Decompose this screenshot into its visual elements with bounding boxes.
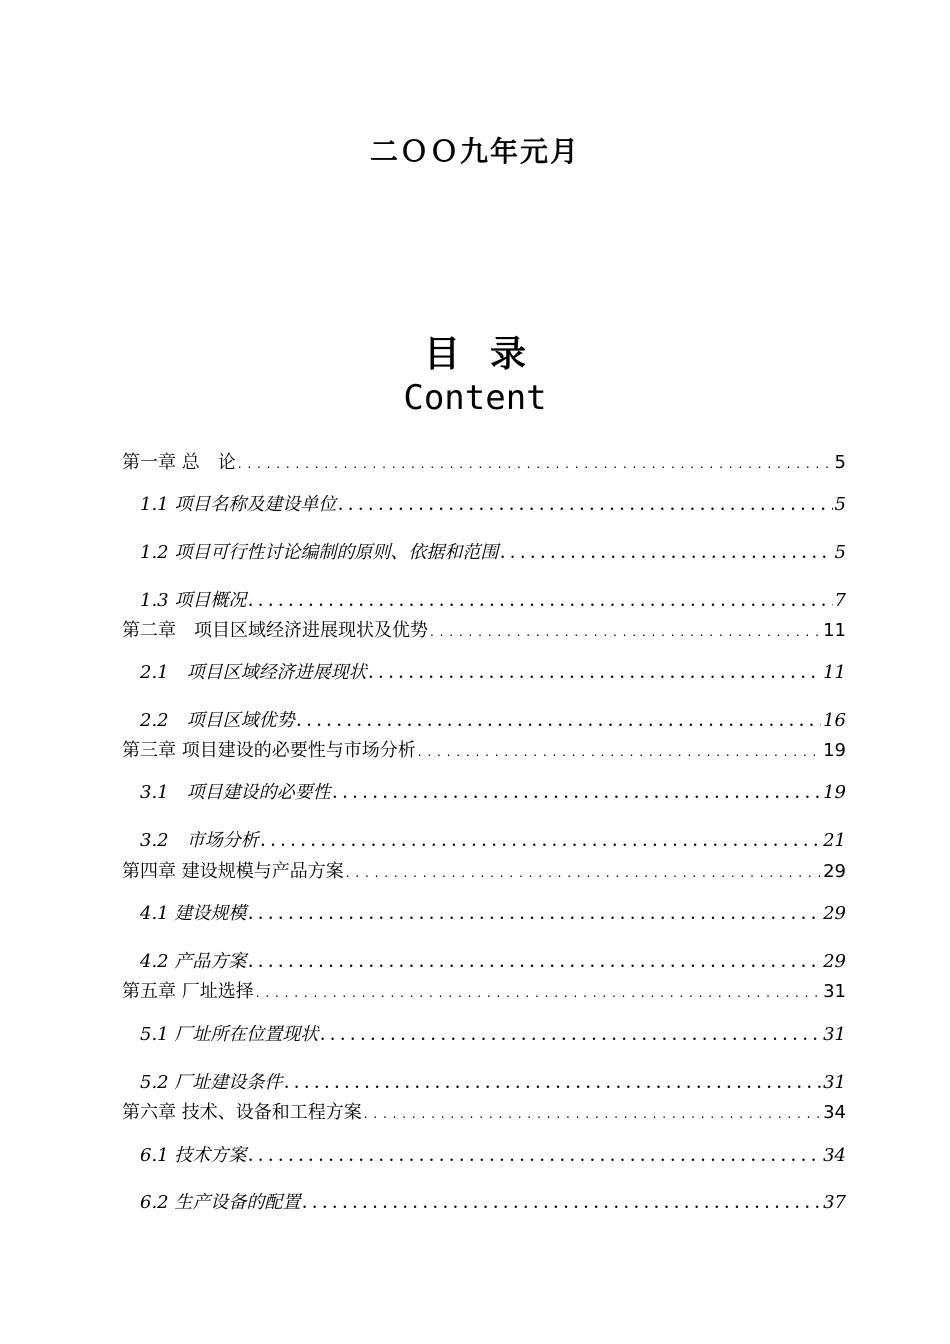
dot-leader — [346, 861, 821, 882]
dot-leader — [284, 1072, 821, 1093]
toc-chapter-6[interactable] — [122, 1098, 846, 1124]
dot-leader — [248, 1145, 821, 1166]
toc-page-number: 21 — [823, 830, 846, 851]
toc-entry-text: 5.1 厂址所在位置现状 — [140, 1024, 319, 1045]
toc-page-number: 5 — [834, 452, 846, 473]
toc-section-1-3[interactable] — [140, 586, 846, 612]
dot-leader — [369, 662, 821, 683]
toc-page-number: 37 — [823, 1192, 846, 1213]
toc-section-3-1[interactable] — [140, 778, 846, 804]
dot-leader — [430, 620, 821, 641]
toc-subtitle: Content — [403, 378, 547, 418]
toc-entry-text: 1.2 项目可行性讨论编制的原则、依据和范围 — [140, 542, 499, 563]
toc-page-number: 29 — [823, 903, 846, 924]
toc-chapter-3[interactable] — [122, 736, 846, 762]
toc-chapter-5[interactable] — [122, 977, 846, 1003]
toc-section-4-1[interactable] — [140, 899, 846, 925]
toc-section-5-1[interactable] — [140, 1020, 846, 1046]
toc-page-number: 19 — [823, 740, 846, 761]
toc-entry-text: 第一章 总 论 — [122, 452, 236, 473]
toc-page-number: 31 — [823, 1024, 846, 1045]
toc-entry-text: 第三章 项目建设的必要性与市场分析 — [122, 740, 416, 761]
toc-page-number: 29 — [823, 861, 846, 882]
toc-page-number: 31 — [823, 981, 846, 1002]
toc-page-number: 11 — [823, 620, 846, 641]
dot-leader — [261, 830, 821, 851]
toc-page-number: 19 — [823, 782, 846, 803]
toc-entry-text: 第六章 技术、设备和工程方案 — [122, 1102, 362, 1123]
toc-page-number: 5 — [834, 542, 846, 563]
toc-entry-text: 6.1 技术方案 — [140, 1145, 247, 1166]
toc-title: 目录 — [423, 334, 556, 375]
dot-leader — [364, 1102, 821, 1123]
toc-chapter-4[interactable] — [122, 857, 846, 883]
toc-entry-text: 5.2 厂址建设条件 — [140, 1072, 283, 1093]
toc-section-6-2[interactable] — [140, 1188, 846, 1214]
toc-entry-text: 1.3 项目概况 — [140, 590, 247, 611]
toc-entry-text: 1.1 项目名称及建设单位 — [140, 494, 337, 515]
toc-page-number: 31 — [823, 1072, 846, 1093]
toc-page-number: 7 — [834, 590, 846, 611]
toc-section-2-1[interactable] — [140, 658, 846, 684]
dot-leader — [238, 452, 833, 473]
dot-leader — [320, 1024, 821, 1045]
dot-leader — [256, 981, 821, 1002]
toc-entry-text: 第二章 项目区域经济进展现状及优势 — [122, 620, 428, 641]
toc-page-number: 34 — [823, 1145, 846, 1166]
toc-entry-text: 4.2 产品方案 — [140, 951, 247, 972]
toc-chapter-1[interactable] — [122, 448, 846, 474]
toc-section-3-2[interactable] — [140, 826, 846, 852]
toc-section-6-1[interactable] — [140, 1141, 846, 1167]
toc-section-1-2[interactable] — [140, 538, 846, 564]
toc-entry-text: 2.2 项目区域优势 — [140, 710, 295, 731]
toc-section-4-2[interactable] — [140, 947, 846, 973]
dot-leader — [297, 710, 821, 731]
dot-leader — [500, 542, 832, 563]
toc-section-1-1[interactable] — [140, 490, 846, 516]
toc-entry-text: 6.2 生产设备的配置 — [140, 1192, 301, 1213]
toc-entry-text: 2.1 项目区域经济进展现状 — [140, 662, 367, 683]
toc-entry-text: 4.1 建设规模 — [140, 903, 247, 924]
dot-leader — [418, 740, 821, 761]
toc-page-number: 5 — [834, 494, 846, 515]
toc-entry-text: 3.1 项目建设的必要性 — [140, 782, 331, 803]
toc-entry-text: 第五章 厂址选择 — [122, 981, 254, 1002]
toc-entry-text: 3.2 市场分析 — [140, 830, 259, 851]
toc-page-number: 16 — [823, 710, 846, 731]
toc-chapter-2[interactable] — [122, 616, 846, 642]
toc-page-number: 11 — [823, 662, 846, 683]
toc-page-number: 34 — [823, 1102, 846, 1123]
dot-leader — [248, 951, 821, 972]
dot-leader — [302, 1192, 821, 1213]
toc-page-number: 29 — [823, 951, 846, 972]
dot-leader — [248, 590, 832, 611]
toc-section-2-2[interactable] — [140, 706, 846, 732]
document-date: 二ＯＯ九年元月 — [369, 135, 580, 168]
dot-leader — [338, 494, 832, 515]
toc-section-5-2[interactable] — [140, 1068, 846, 1094]
dot-leader — [333, 782, 821, 803]
toc-entry-text: 第四章 建设规模与产品方案 — [122, 861, 344, 882]
dot-leader — [248, 903, 821, 924]
